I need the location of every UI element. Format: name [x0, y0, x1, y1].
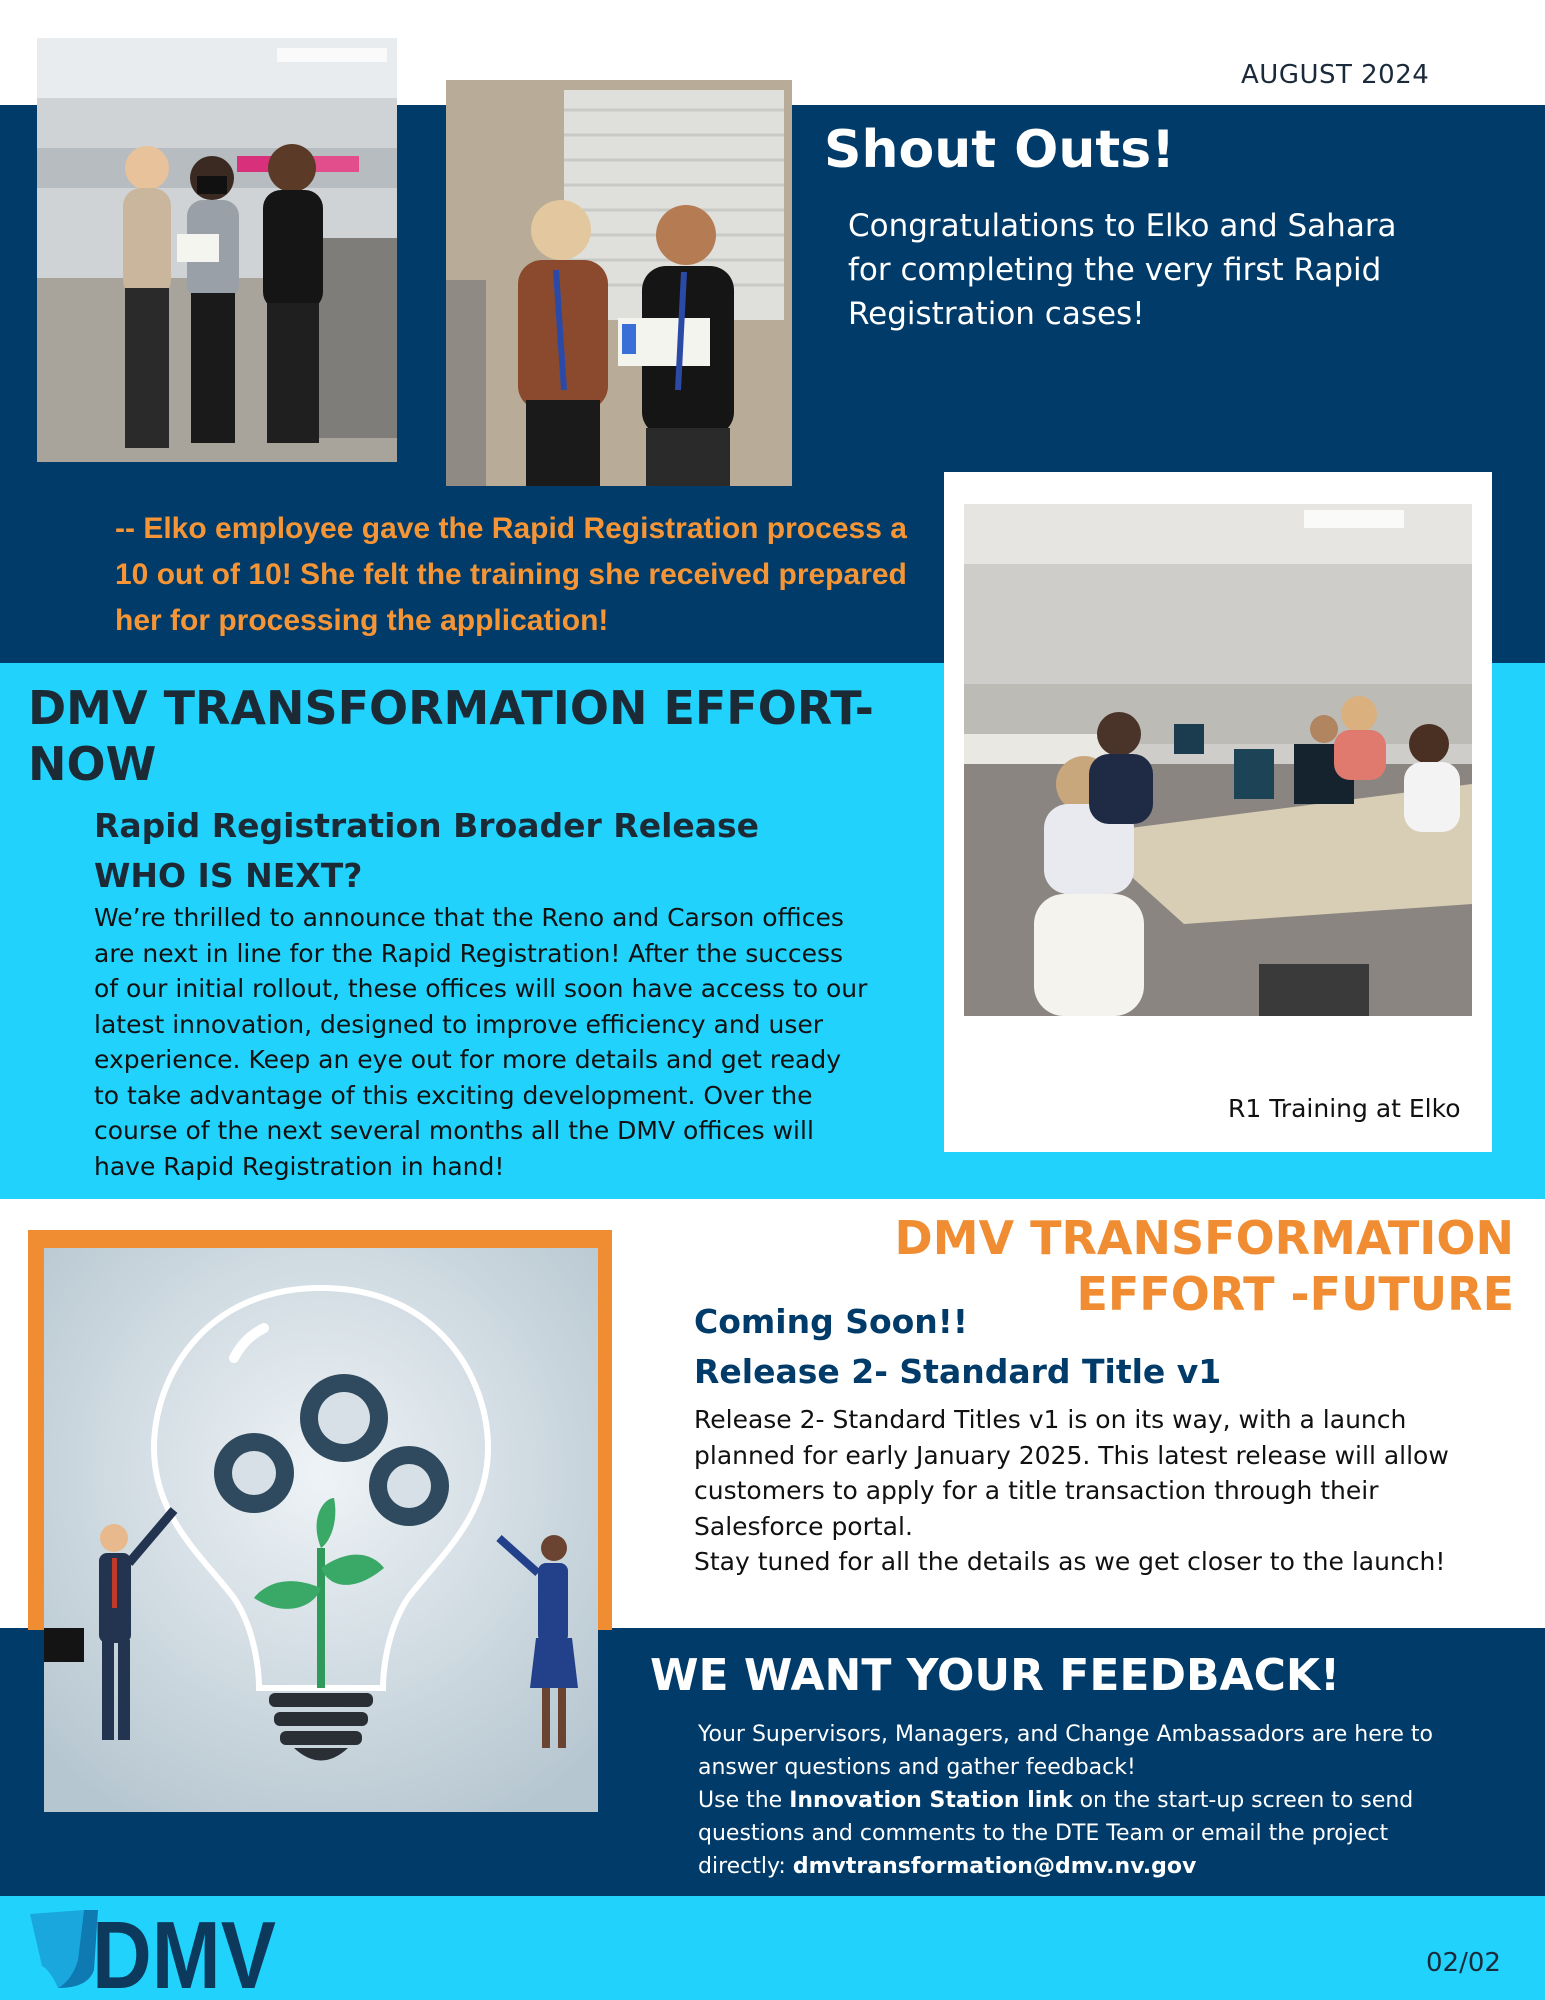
feedback-line — [698, 1784, 1478, 1883]
now-section-subtitle: Rapid Registration Broader Release — [94, 806, 760, 845]
dmv-logo — [28, 1900, 278, 2000]
innovation-station-link[interactable]: Innovation Station link — [789, 1788, 1073, 1813]
feedback-title: WE WANT YOUR FEEDBACK! — [650, 1650, 1341, 1701]
page-number: 02/02 — [1426, 1948, 1501, 1978]
photo-sahara-team — [446, 80, 792, 486]
training-photo-caption: R1 Training at Elko — [1228, 1094, 1461, 1123]
issue-date: AUGUST 2024 — [1241, 60, 1430, 90]
photo-r1-training — [964, 504, 1472, 1016]
feedback-text: on the start-up screen to send questions and comments to the DTE Team or email the project directly: — [698, 1788, 1414, 1879]
lightbulb-gears-illustration — [44, 1248, 598, 1812]
future-section-subheading: Release 2- Standard Title v1 — [694, 1352, 1222, 1391]
now-section-subheading: WHO IS NEXT? — [94, 856, 363, 895]
feedback-email-link[interactable]: dmvtransformation@dmv.nv.gov — [792, 1854, 1197, 1879]
now-section-title: DMV TRANSFORMATION EFFORT-NOW — [28, 681, 874, 791]
dmv-logo-text: DMV — [92, 1902, 276, 2000]
future-body-paragraph: Stay tuned for all the details as we get closer to the launch! — [694, 1547, 1446, 1576]
shout-outs-text: Congratulations to Elko and Sahara for completing the very first Rapid Registration cases! — [848, 208, 1397, 332]
feedback-text: Use the — [698, 1788, 790, 1813]
employee-quote: -- Elko employee gave the Rapid Registration process a 10 out of 10! She felt the training she received prepared her for processing the application! — [115, 512, 907, 637]
future-section-subtitle: Coming Soon!! — [694, 1302, 968, 1341]
future-section-body — [694, 1402, 1514, 1580]
photo-elko-team — [37, 38, 397, 462]
now-section-body: We’re thrilled to announce that the Reno and Carson offices are next in line for the Rapid Registration! After the success of our initial rollout, these offices will soon have access to our latest innovation, designed to improve efficiency and user experience. Keep an eye out for more details and get ready to take advantage of this exciting development. Over the course of the next several months all the DMV offices will have Rapid Registration in hand! — [94, 903, 868, 1181]
future-section-title: DMV TRANSFORMATION EFFORT -FUTURE — [894, 1211, 1514, 1321]
feedback-body — [698, 1718, 1478, 1883]
future-body-paragraph: Release 2- Standard Titles v1 is on its way, with a launch planned for early January 2025. This latest release will allow customers to apply for a title transaction through their Salesforce portal. — [694, 1405, 1449, 1541]
feedback-line: Your Supervisors, Managers, and Change Ambassadors are here to answer questions and gather feedback! — [698, 1722, 1433, 1780]
shout-outs-title: Shout Outs! — [824, 120, 1175, 180]
